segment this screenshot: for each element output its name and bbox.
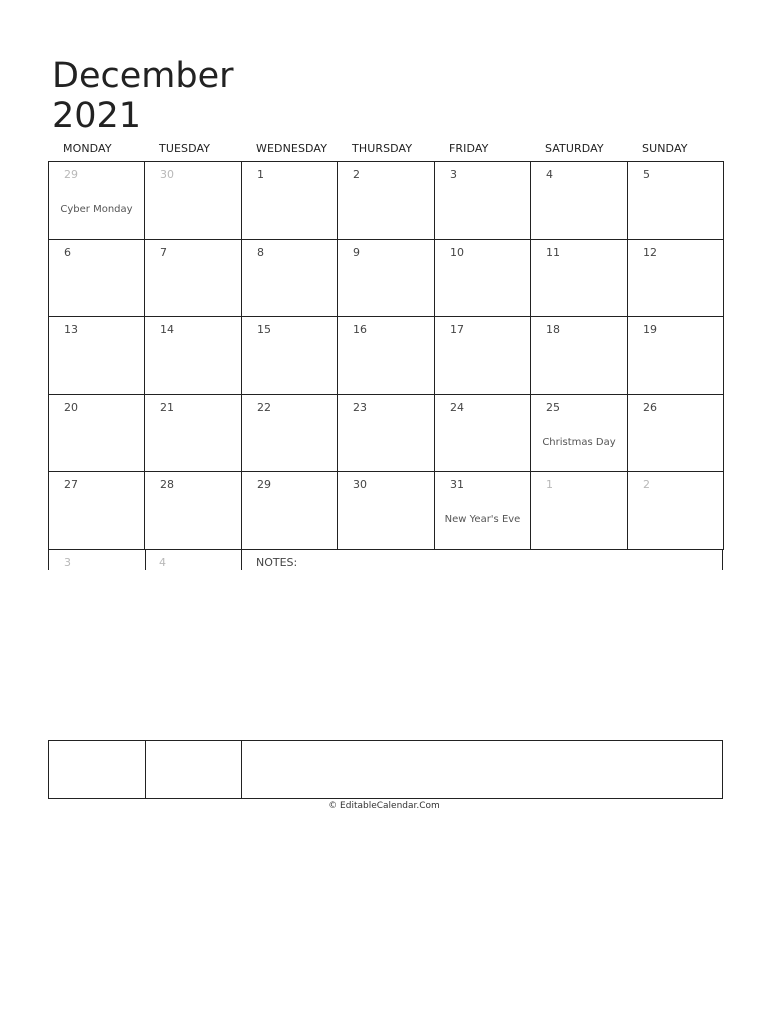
holiday-label: Christmas Day [542,437,616,448]
day-cell[interactable] [531,472,628,550]
day-number: 29 [257,478,271,491]
day-number: 21 [160,401,174,414]
day-number: 29 [64,168,78,181]
day-cell[interactable] [49,317,145,395]
day-cell[interactable] [144,550,242,570]
day-cell[interactable] [338,395,435,472]
month-label: December [52,56,234,96]
day-number: 1 [546,478,553,491]
notes-right-border [722,550,723,570]
day-cell[interactable] [49,162,145,240]
day-number: 15 [257,323,271,336]
holiday-label: Cyber Monday [60,204,133,215]
day-cell[interactable] [145,240,242,317]
weekday-saturday: SATURDAY [545,142,604,155]
day-cell[interactable] [242,395,338,472]
day-cell[interactable] [531,240,628,317]
day-number: 8 [257,246,264,259]
weekday-monday: MONDAY [63,142,112,155]
day-number: 1 [257,168,264,181]
day-number: 13 [64,323,78,336]
day-number: 19 [643,323,657,336]
day-number: 27 [64,478,78,491]
day-number: 30 [160,168,174,181]
day-number: 4 [159,556,166,569]
day-cell[interactable] [145,472,242,550]
day-cell[interactable] [531,395,628,472]
day-cell[interactable] [242,317,338,395]
calendar-last-row [48,550,723,570]
day-number: 20 [64,401,78,414]
day-cell[interactable] [435,395,531,472]
day-number: 31 [450,478,464,491]
holiday-label: New Year's Eve [444,514,521,525]
day-cell[interactable] [145,162,242,240]
day-cell[interactable] [48,550,146,570]
day-number: 7 [160,246,167,259]
day-number: 2 [643,478,650,491]
day-number: 28 [160,478,174,491]
day-cell[interactable] [628,395,724,472]
day-cell[interactable] [145,317,242,395]
day-cell[interactable] [628,317,724,395]
notes-box [48,740,723,799]
day-cell[interactable] [242,240,338,317]
day-cell[interactable] [49,240,145,317]
day-cell[interactable] [435,472,531,550]
weekday-thursday: THURSDAY [352,142,413,155]
year-label: 2021 [52,96,142,136]
day-number: 2 [353,168,360,181]
day-cell[interactable] [145,395,242,472]
day-cell[interactable] [628,240,724,317]
day-number: 4 [546,168,553,181]
day-number: 24 [450,401,464,414]
day-number: 17 [450,323,464,336]
day-number: 23 [353,401,367,414]
day-cell[interactable] [531,317,628,395]
notes-box-divider [241,741,242,798]
day-cell[interactable] [49,472,145,550]
day-number: 3 [450,168,457,181]
day-cell[interactable] [242,162,338,240]
day-cell[interactable] [628,162,724,240]
weekday-header [48,142,723,160]
day-number: 3 [64,556,71,569]
day-cell[interactable] [242,472,338,550]
day-number: 22 [257,401,271,414]
footer-credit: © EditableCalendar.Com [328,801,440,811]
day-cell[interactable] [338,162,435,240]
day-number: 26 [643,401,657,414]
calendar-grid [48,161,724,552]
notes-box-divider [145,741,146,798]
notes-label: NOTES: [256,556,298,569]
day-number: 30 [353,478,367,491]
day-number: 6 [64,246,71,259]
weekday-sunday: SUNDAY [642,142,688,155]
day-cell[interactable] [435,162,531,240]
day-cell[interactable] [531,162,628,240]
day-number: 9 [353,246,360,259]
day-number: 11 [546,246,560,259]
day-cell[interactable] [435,317,531,395]
day-cell[interactable] [338,317,435,395]
day-cell[interactable] [435,240,531,317]
weekday-wednesday: WEDNESDAY [256,142,328,155]
day-number: 16 [353,323,367,336]
day-cell[interactable] [338,240,435,317]
day-number: 5 [643,168,650,181]
weekday-tuesday: TUESDAY [159,142,211,155]
day-cell[interactable] [49,395,145,472]
calendar-title [52,56,234,136]
day-number: 12 [643,246,657,259]
day-number: 10 [450,246,464,259]
day-number: 25 [546,401,560,414]
day-number: 14 [160,323,174,336]
day-cell[interactable] [628,472,724,550]
day-number: 18 [546,323,560,336]
weekday-friday: FRIDAY [449,142,489,155]
day-cell[interactable] [338,472,435,550]
